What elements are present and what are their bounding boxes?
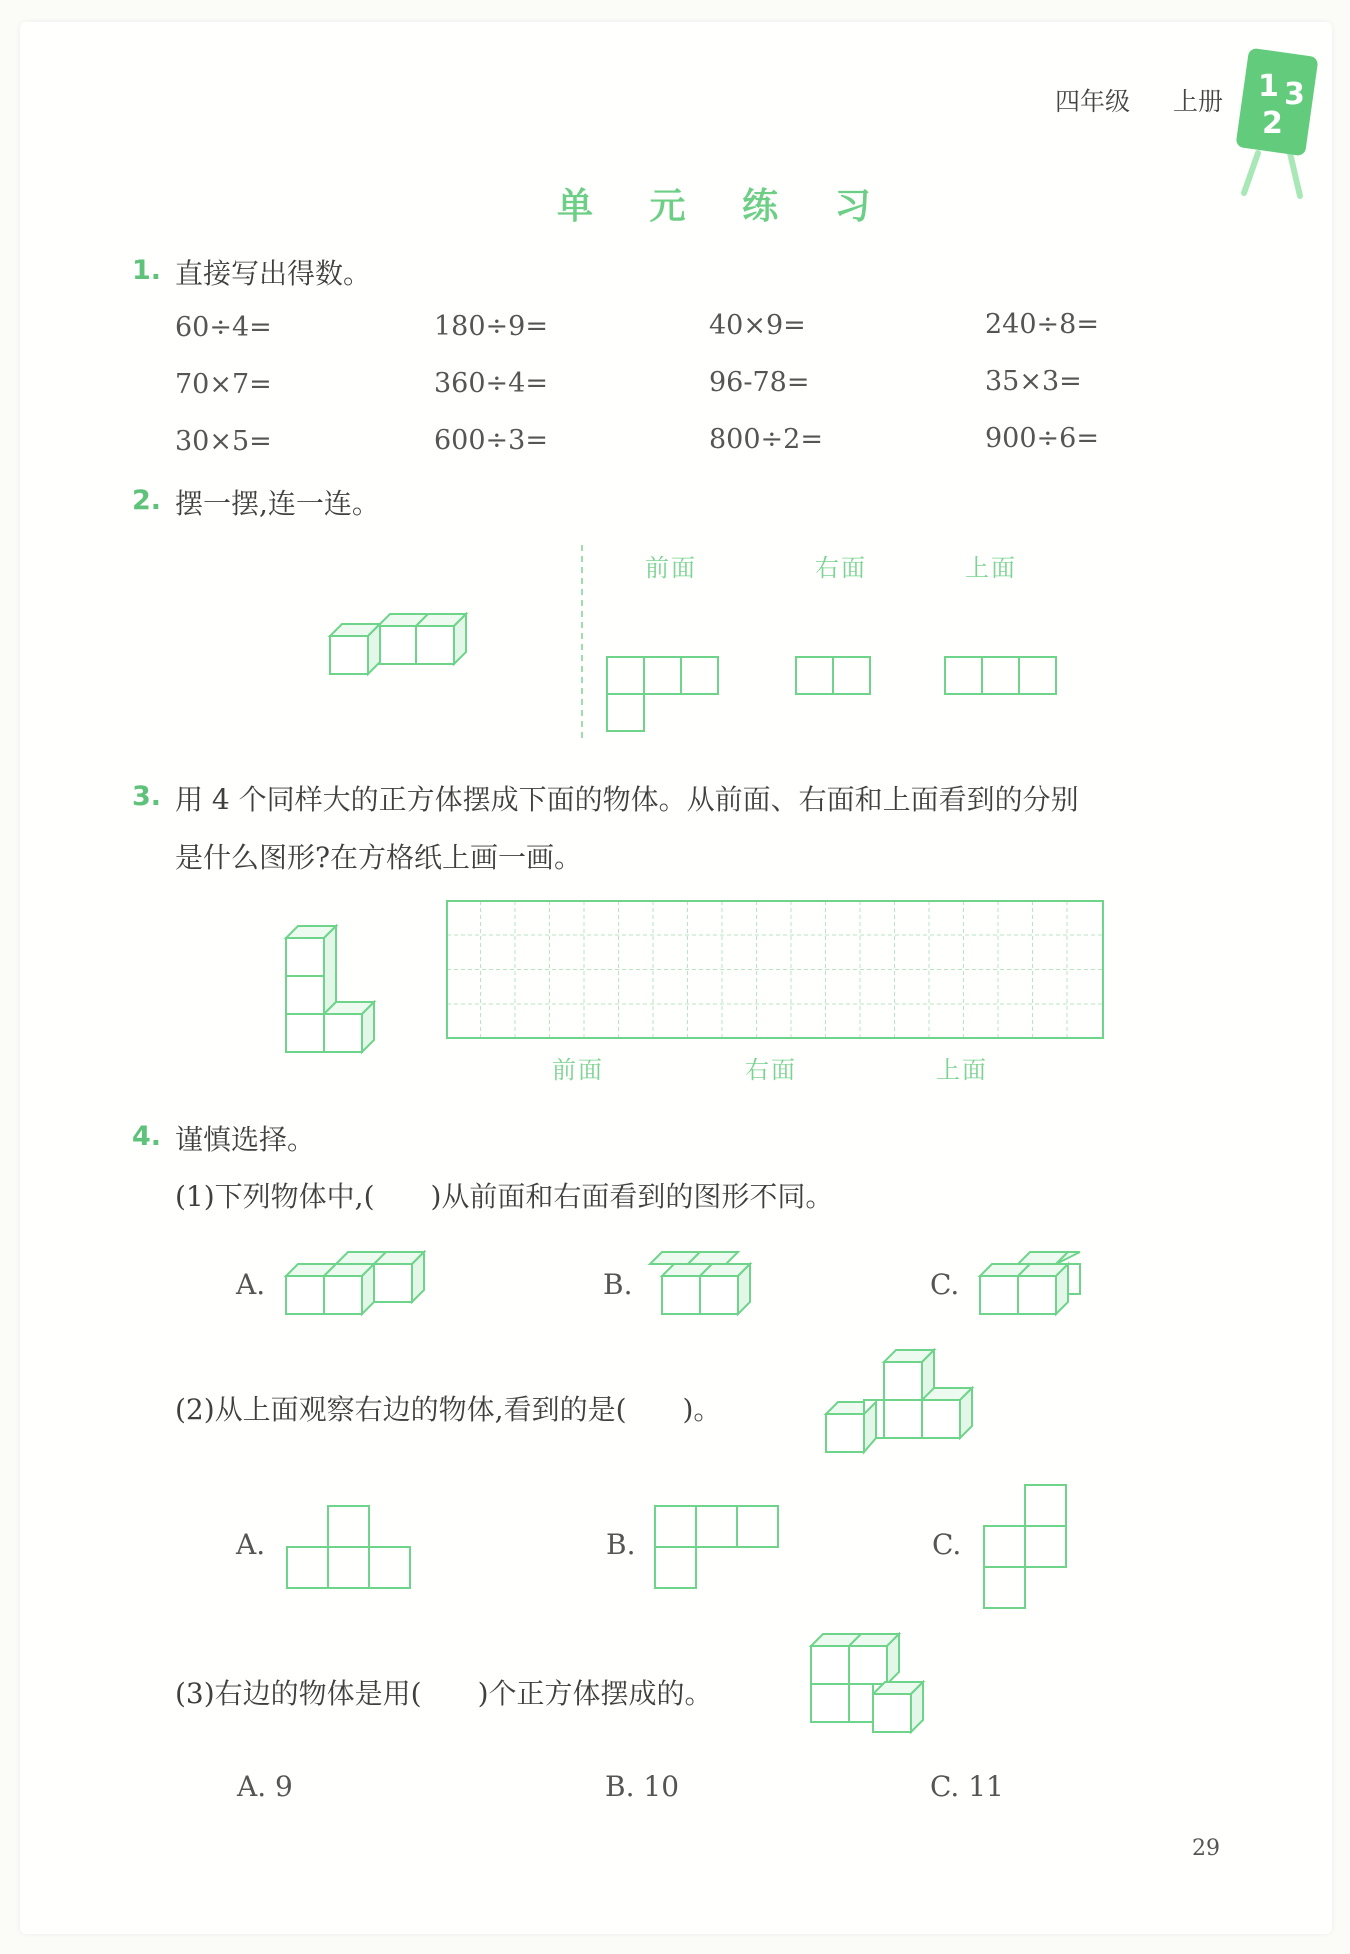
- q2-divider: [580, 545, 584, 740]
- q4-sub2-shape-a: [286, 1505, 412, 1589]
- calc-item: 360÷4=: [434, 368, 548, 399]
- q2-label-right: 右面: [815, 554, 867, 582]
- q3-grid-paper[interactable]: [446, 900, 1106, 1040]
- q3-cube-object: [286, 926, 376, 1054]
- q4-sub2-option-b[interactable]: B.: [606, 1528, 636, 1561]
- calc-item: 900÷6=: [985, 423, 1099, 454]
- calc-item: 60÷4=: [175, 312, 272, 343]
- q3-label-front: 前面: [552, 1056, 604, 1084]
- q2-text: 摆一摆,连一连。: [175, 487, 380, 520]
- q4-number: 4.: [132, 1121, 162, 1152]
- chalkboard-logo-icon: [1230, 48, 1330, 198]
- page-title: 单 元 练 习: [557, 186, 893, 227]
- calc-item: 30×5=: [175, 426, 272, 457]
- q4-sub3-object: [811, 1632, 941, 1748]
- q4-sub2-object: [826, 1348, 986, 1464]
- q2-view-shape-1: [606, 656, 720, 732]
- calc-item: 600÷3=: [434, 425, 548, 456]
- q2-view-shape-3: [944, 656, 1058, 696]
- q2-number: 2.: [132, 485, 162, 516]
- q2-label-top: 上面: [965, 554, 1017, 582]
- calc-item: 800÷2=: [709, 424, 823, 455]
- calc-item: 180÷9=: [434, 311, 548, 342]
- q3-number: 3.: [132, 781, 162, 812]
- page-number: 29: [1192, 1836, 1220, 1861]
- calc-item: 240÷8=: [985, 309, 1099, 340]
- q4-sub2-option-c[interactable]: C.: [932, 1528, 962, 1561]
- q3-label-right: 右面: [745, 1056, 797, 1084]
- q4-sub1-object-a: [286, 1248, 438, 1326]
- volume-label: 上册: [1173, 87, 1224, 116]
- q4-sub1-option-b[interactable]: B.: [603, 1268, 633, 1301]
- q4-text: 谨慎选择。: [175, 1123, 316, 1156]
- calc-item: 96-78=: [709, 367, 810, 398]
- q4-sub1-option-a[interactable]: A.: [236, 1268, 266, 1301]
- q4-sub3-option-b[interactable]: B. 10: [605, 1770, 680, 1803]
- q4-sub3-text: (3)右边的物体是用( )个正方体摆成的。: [175, 1677, 713, 1710]
- logo-digit-3: 3: [1284, 77, 1305, 112]
- q1-number: 1.: [132, 255, 162, 286]
- q3-text-line2: 是什么图形?在方格纸上画一画。: [175, 841, 583, 874]
- logo-digit-1: 1: [1258, 69, 1279, 104]
- calc-item: 35×3=: [985, 366, 1082, 397]
- q4-sub1-object-c: [980, 1248, 1100, 1328]
- q4-sub1-object-b: [650, 1248, 770, 1328]
- logo-digit-2: 2: [1262, 106, 1283, 141]
- q3-text-line1: 用 4 个同样大的正方体摆成下面的物体。从前面、右面和上面看到的分别: [175, 783, 1079, 816]
- calc-item: 40×9=: [709, 310, 806, 341]
- q4-sub2-option-a[interactable]: A.: [236, 1528, 266, 1561]
- q2-cube-object: [330, 612, 480, 682]
- q4-sub3-option-a[interactable]: A. 9: [237, 1770, 293, 1803]
- q4-sub2-text: (2)从上面观察右边的物体,看到的是( )。: [175, 1393, 722, 1426]
- q2-label-front: 前面: [645, 554, 697, 582]
- q4-sub3-option-c[interactable]: C. 11: [930, 1770, 1004, 1803]
- q1-text: 直接写出得数。: [175, 257, 372, 290]
- grade-label: 四年级: [1055, 87, 1131, 116]
- q2-view-shape-2: [795, 656, 873, 696]
- q4-sub1-text: (1)下列物体中,( )从前面和右面看到的图形不同。: [175, 1180, 834, 1213]
- q4-sub2-shape-b: [654, 1505, 780, 1589]
- q3-label-top: 上面: [936, 1056, 988, 1084]
- q4-sub1-option-c[interactable]: C.: [930, 1268, 960, 1301]
- calc-item: 70×7=: [175, 369, 272, 400]
- q4-sub2-shape-c: [983, 1484, 1067, 1610]
